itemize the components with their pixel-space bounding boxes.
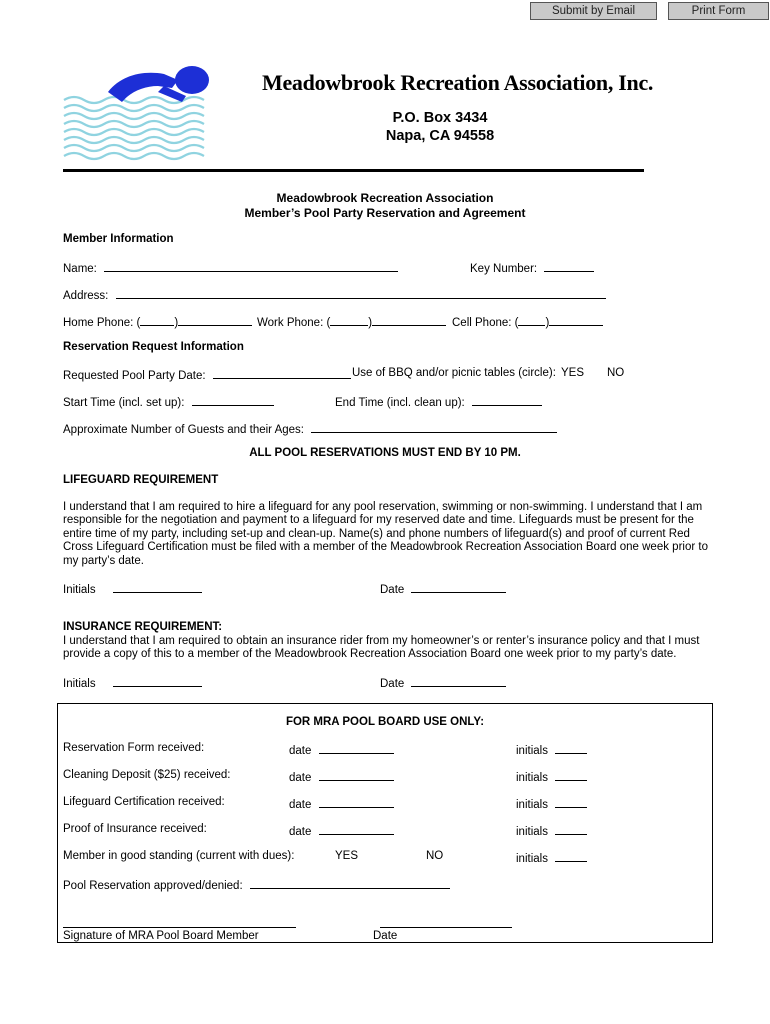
bbq-label: Use of BBQ and/or picnic tables (circle): (352, 367, 556, 379)
board-row-date-field[interactable] (319, 742, 394, 754)
party-date-label: Requested Pool Party Date: (63, 370, 206, 382)
board-row-date (289, 796, 394, 811)
key-number-row (470, 260, 594, 275)
board-row-date-field[interactable] (319, 769, 394, 781)
board-row-label: Proof of Insurance received: (63, 823, 207, 835)
insurance-date-row (380, 675, 506, 690)
board-row-label: Lifeguard Certification received: (63, 796, 225, 808)
board-row-date (289, 823, 394, 838)
work-phone-field[interactable] (372, 314, 446, 326)
work-phone-label: Work Phone: ( (257, 317, 331, 329)
submit-by-email-button[interactable]: Submit by Email (530, 2, 657, 20)
insurance-initials-field[interactable] (113, 675, 202, 687)
member-info-heading: Member Information (63, 233, 174, 245)
good-standing-initials-label: initials (516, 853, 548, 865)
good-standing-yes-option[interactable]: YES (335, 850, 359, 862)
header-divider (63, 169, 644, 172)
board-row-date (289, 742, 394, 757)
home-phone-row (63, 314, 252, 329)
board-row-date-field[interactable] (319, 823, 394, 835)
start-time-row (63, 394, 274, 409)
work-phone-paren: ) (368, 317, 373, 329)
cell-phone-area-field[interactable] (518, 314, 545, 326)
board-row-initials (516, 769, 587, 784)
party-date-field[interactable] (213, 367, 351, 379)
lifeguard-date-row (380, 581, 506, 596)
signature-date-label: Date (373, 930, 398, 942)
home-phone-label: Home Phone: ( (63, 317, 141, 329)
board-heading: FOR MRA POOL BOARD USE ONLY: (285, 716, 485, 728)
board-row-initials-field[interactable] (555, 823, 587, 835)
bbq-no-option[interactable]: NO (607, 367, 625, 379)
board-row-date-field[interactable] (319, 796, 394, 808)
start-time-label: Start Time (incl. set up): (63, 397, 185, 409)
insurance-date-field[interactable] (411, 675, 506, 687)
board-row-initials-field[interactable] (555, 742, 587, 754)
signature-line[interactable] (63, 927, 296, 928)
board-row-date-label: date (289, 745, 312, 757)
insurance-text: I understand that I am required to obtain an insurance rider from my homeowner’s or renter’s insurance policy and that I must provide a copy of this to a member of the Meadowbrook Recreation Association Board one week prior to my party’s date. (63, 635, 700, 661)
lifeguard-heading: LIFEGUARD REQUIREMENT (63, 474, 219, 486)
lifeguard-initials-field[interactable] (113, 581, 202, 593)
board-row-label: Reservation Form received: (63, 742, 205, 754)
board-row-initials-label: initials (516, 826, 548, 838)
city-line: Napa, CA 94558 (385, 128, 495, 144)
insurance-heading: INSURANCE REQUIREMENT: (63, 621, 223, 633)
signature-date-line[interactable] (380, 927, 512, 928)
po-box: P.O. Box 3434 (392, 110, 488, 126)
approval-row (63, 877, 450, 892)
cell-phone-label: Cell Phone: ( (452, 317, 519, 329)
home-phone-field[interactable] (178, 314, 252, 326)
approval-label: Pool Reservation approved/denied: (63, 880, 243, 892)
guests-row (63, 421, 557, 436)
approval-field[interactable] (250, 877, 450, 889)
cell-phone-field[interactable] (549, 314, 603, 326)
home-phone-paren: ) (174, 317, 179, 329)
lifeguard-date-field[interactable] (411, 581, 506, 593)
reservation-heading: Reservation Request Information (63, 341, 244, 353)
name-label: Name: (63, 263, 97, 275)
board-row-initials-label: initials (516, 799, 548, 811)
key-number-field[interactable] (544, 260, 594, 272)
board-row-initials-label: initials (516, 745, 548, 757)
lifeguard-initials-row (63, 581, 202, 596)
board-row-date-label: date (289, 799, 312, 811)
key-number-label: Key Number: (470, 263, 538, 275)
board-row-date (289, 769, 394, 784)
name-field[interactable] (104, 260, 398, 272)
board-row-date-label: date (289, 772, 312, 784)
start-time-field[interactable] (192, 394, 274, 406)
insurance-initials-label: Initials (63, 678, 96, 690)
form-title-line2: Member’s Pool Party Reservation and Agreement (244, 206, 526, 220)
board-row-initials (516, 742, 587, 757)
address-field[interactable] (116, 287, 606, 299)
swimmer-logo (60, 62, 220, 167)
good-standing-no-option[interactable]: NO (426, 850, 444, 862)
cell-phone-row (452, 314, 603, 329)
address-row (63, 287, 606, 302)
board-row-date-label: date (289, 826, 312, 838)
board-row-initials-label: initials (516, 772, 548, 784)
print-form-button[interactable]: Print Form (668, 2, 769, 20)
good-standing-initials-field[interactable] (555, 850, 587, 862)
work-phone-area-field[interactable] (330, 314, 368, 326)
bbq-yes-option[interactable]: YES (561, 367, 585, 379)
cell-phone-paren: ) (545, 317, 550, 329)
end-time-notice: ALL POOL RESERVATIONS MUST END BY 10 PM. (249, 447, 521, 459)
good-standing-initials (516, 850, 587, 865)
lifeguard-date-label: Date (380, 584, 405, 596)
board-row-initials (516, 796, 587, 811)
lifeguard-initials-label: Initials (63, 584, 96, 596)
home-phone-area-field[interactable] (140, 314, 174, 326)
party-date-row (63, 367, 351, 382)
name-row (63, 260, 398, 275)
form-title-line1: Meadowbrook Recreation Association (276, 191, 494, 205)
work-phone-row (257, 314, 446, 329)
end-time-row (335, 394, 542, 409)
good-standing-label: Member in good standing (current with dues): (63, 850, 295, 862)
lifeguard-text: I understand that I am required to hire a lifeguard for any pool reservation, swimming or non-swimming. I understand that I am responsible for the negotiation and payment to a lifeguard for my reserved date and time. Lifeguards must be present for the entire time of my party, including set-up and clean-up. Name(s) and phone numbers of lifeguard(s) and proof of current Red Cross Lifeguard Certification must be filed with a member of the Meadowbrook Recreation Association Board one week prior to my party’s date. (63, 501, 708, 567)
guests-field[interactable] (311, 421, 557, 433)
end-time-label: End Time (incl. clean up): (335, 397, 465, 409)
insurance-date-label: Date (380, 678, 405, 690)
board-row-label: Cleaning Deposit ($25) received: (63, 769, 231, 781)
end-time-field[interactable] (472, 394, 542, 406)
insurance-initials-row (63, 675, 202, 690)
guests-label: Approximate Number of Guests and their Ages: (63, 424, 304, 436)
board-row-initials (516, 823, 587, 838)
organization-name: Meadowbrook Recreation Association, Inc. (262, 70, 654, 95)
board-row-initials-field[interactable] (555, 796, 587, 808)
signature-label: Signature of MRA Pool Board Member (63, 930, 259, 942)
board-row-initials-field[interactable] (555, 769, 587, 781)
address-label: Address: (63, 290, 109, 302)
